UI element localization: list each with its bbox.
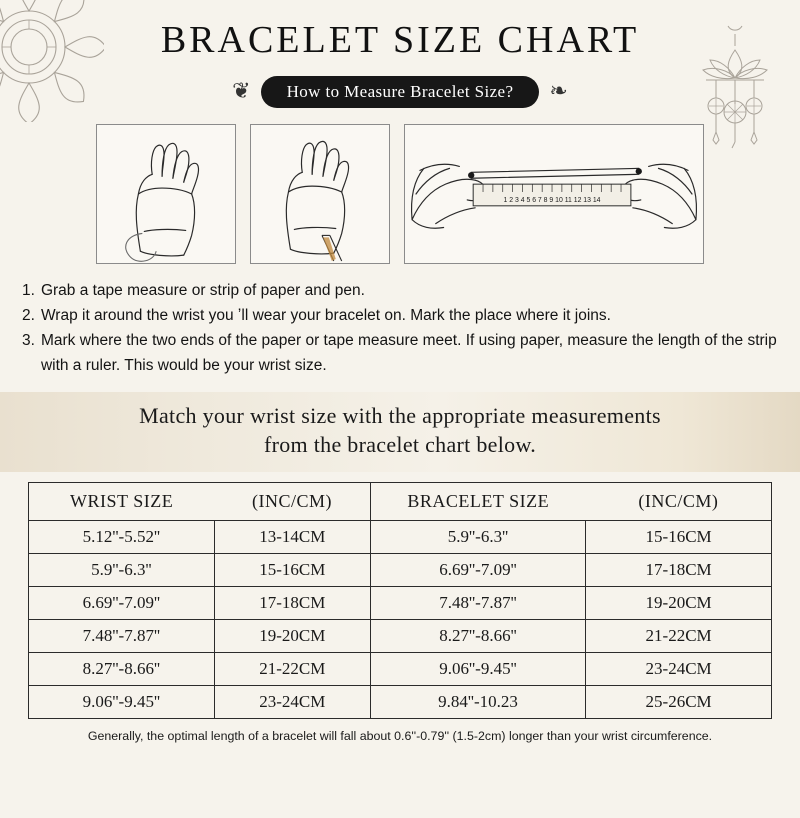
cell-bracelet-inch: 5.9''-6.3'' [370,520,585,553]
page-title: BRACELET SIZE CHART [160,19,640,61]
cell-wrist-cm: 13-14CM [214,520,370,553]
flourish-right-icon: ❧ [549,79,568,104]
table-header-row [29,482,772,520]
step-text: Mark where the two ends of the paper or tape measure meet. If using paper, measure the length of the strip with a ruler. This would be your wrist size. [40,332,777,375]
table-row [29,520,772,553]
bracelet-size-table [28,482,772,719]
cell-wrist-cm: 23-24CM [214,685,370,718]
step-number: 3. [22,332,35,350]
column-header-wrist-units: (INC/CM) [214,482,370,520]
hands-measuring-strip-with-ruler-illustration [404,124,704,264]
step-text: Grab a tape measure or strip of paper and pen. [40,282,365,299]
step-number: 1. [22,282,35,299]
column-header-bracelet-units: (INC/CM) [586,482,772,520]
banner-line-2: from the bracelet chart below. [263,432,537,458]
cell-wrist-cm: 21-22CM [214,652,370,685]
ruler-tick-labels: 1 2 3 4 5 6 7 8 9 10 11 12 13 14 [503,196,601,204]
cell-bracelet-inch: 7.48''-7.87'' [370,586,585,619]
cell-bracelet-cm: 23-24CM [586,652,772,685]
cell-wrist-cm: 17-18CM [214,586,370,619]
size-table-wrapper [0,472,800,719]
cell-wrist-inch: 8.27''-8.66'' [29,652,215,685]
list-item [22,303,782,328]
banner-line-1: Match your wrist size with the appropriate measurements [139,403,661,429]
subtitle-row [0,76,800,108]
cell-wrist-cm: 19-20CM [214,619,370,652]
cell-bracelet-cm: 25-26CM [586,685,772,718]
list-item [22,278,782,303]
table-row [29,586,772,619]
cell-bracelet-inch: 8.27''-8.66'' [370,619,585,652]
cell-wrist-inch: 7.48''-7.87'' [29,619,215,652]
step-number: 2. [22,307,35,325]
cell-bracelet-inch: 9.84''-10.23 [370,685,585,718]
match-size-banner [0,392,800,471]
instruction-steps [22,278,782,378]
table-row [29,553,772,586]
table-row [29,652,772,685]
cell-wrist-inch: 5.12''-5.52'' [29,520,215,553]
cell-bracelet-cm: 21-22CM [586,619,772,652]
hand-with-tape-strip-illustration [96,124,236,264]
illustration-row [0,124,800,264]
cell-bracelet-cm: 15-16CM [586,520,772,553]
cell-bracelet-cm: 17-18CM [586,553,772,586]
cell-wrist-inch: 9.06''-9.45'' [29,685,215,718]
cell-wrist-inch: 6.69''-7.09'' [29,586,215,619]
table-row [29,619,772,652]
table-row [29,685,772,718]
cell-wrist-cm: 15-16CM [214,553,370,586]
list-item [22,328,782,378]
flourish-left-icon: ❦ [232,79,251,104]
cell-bracelet-inch: 6.69''-7.09'' [370,553,585,586]
how-to-measure-badge: How to Measure Bracelet Size? [261,76,540,108]
column-header-bracelet-size: BRACELET SIZE [370,482,585,520]
cell-wrist-inch: 5.9''-6.3'' [29,553,215,586]
column-header-wrist-size: WRIST SIZE [29,482,215,520]
cell-bracelet-cm: 19-20CM [586,586,772,619]
cell-bracelet-inch: 9.06''-9.45'' [370,652,585,685]
footnote-text: Generally, the optimal length of a bracelet will fall about 0.6''-0.79'' (1.5-2cm) longer than your wrist circumference. [87,728,713,743]
step-text: Wrap it around the wrist you ʼll wear your bracelet on. Mark the place where it joins. [40,307,611,325]
hand-with-pen-marking-illustration [250,124,390,264]
